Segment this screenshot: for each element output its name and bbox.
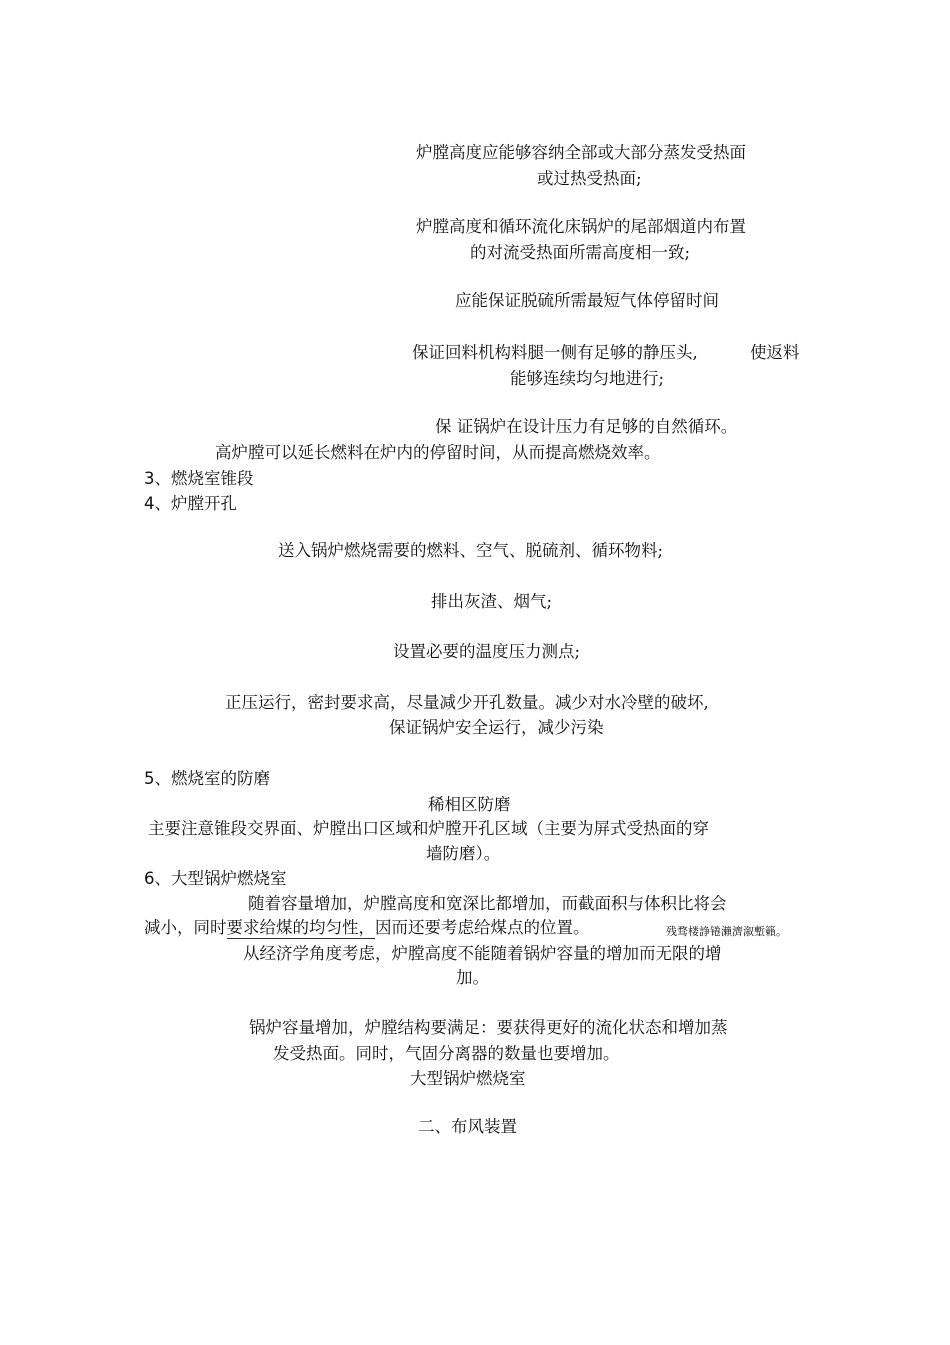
text-line: 能够连续均匀地进行; <box>510 369 665 388</box>
text-line: 炉膛高度和循环流化床锅炉的尾部烟道内布置 <box>416 217 746 236</box>
section-heading: 4、炉膛开孔 <box>144 494 237 513</box>
garbled-watermark-text: 残骛楼諍锩瀨濟溆塹籟。 <box>666 925 787 938</box>
text-line: 大型锅炉燃烧室 <box>410 1069 526 1088</box>
text-line <box>144 918 590 938</box>
text-line: 稀相区防磨 <box>428 795 511 814</box>
text-line: 保证锅炉安全运行，减少污染 <box>389 718 604 737</box>
text-line: 高炉膛可以延长燃料在炉内的停留时间，从而提高燃烧效率。 <box>215 443 661 462</box>
underlined-text: 要求给煤的均匀性， <box>226 918 375 937</box>
text-line: 墙防磨）。 <box>426 844 501 863</box>
text-line: 正压运行，密封要求高，尽量减少开孔数量。减少对水冷壁的破坏, <box>225 693 709 712</box>
section-heading: 5、燃烧室的防磨 <box>144 769 270 788</box>
text-line: 主要注意锥段交界面、炉膛出口区域和炉膛开孔区域（主要为屏式受热面的穿 <box>148 819 709 838</box>
text-line: 保证回料机构料腿一侧有足够的静压头, <box>412 343 698 362</box>
text-line: 或过热受热面; <box>537 169 642 188</box>
text-line: 从经济学角度考虑，炉膛高度不能随着锅炉容量的增加而无限的增 <box>243 944 722 963</box>
text-line: 送入锅炉燃烧需要的燃料、空气、脱硫剂、循环物料; <box>278 541 664 560</box>
section-heading: 二、布风装置 <box>418 1117 517 1136</box>
text-line: 设置必要的温度压力测点; <box>393 642 581 661</box>
text-line: 保 证锅炉在设计压力有足够的自然循环。 <box>435 417 738 436</box>
text-line: 随着容量增加，炉膛高度和宽深比都增加，而截面积与体积比将会 <box>248 894 727 913</box>
text-fragment: 减小，同时 <box>144 918 227 937</box>
text-line: 的对流受热面所需高度相一致; <box>470 243 691 262</box>
section-heading: 3、燃烧室锥段 <box>144 469 254 488</box>
text-line: 发受热面。同时，气固分离器的数量也要增加。 <box>273 1044 620 1063</box>
text-fragment: 因而还要考虑给煤点的位置。 <box>375 918 590 937</box>
text-line: 加。 <box>456 968 489 987</box>
text-line: 锅炉容量增加，炉膛结构要满足：要获得更好的流化状态和增加蒸 <box>249 1018 728 1037</box>
text-line: 应能保证脱硫所需最短气体停留时间 <box>455 291 719 310</box>
text-line: 排出灰渣、烟气; <box>431 592 553 611</box>
section-heading: 6、大型锅炉燃烧室 <box>144 869 287 888</box>
text-line: 使返料 <box>750 343 800 362</box>
text-line: 炉膛高度应能够容纳全部或大部分蒸发受热面 <box>416 143 746 162</box>
